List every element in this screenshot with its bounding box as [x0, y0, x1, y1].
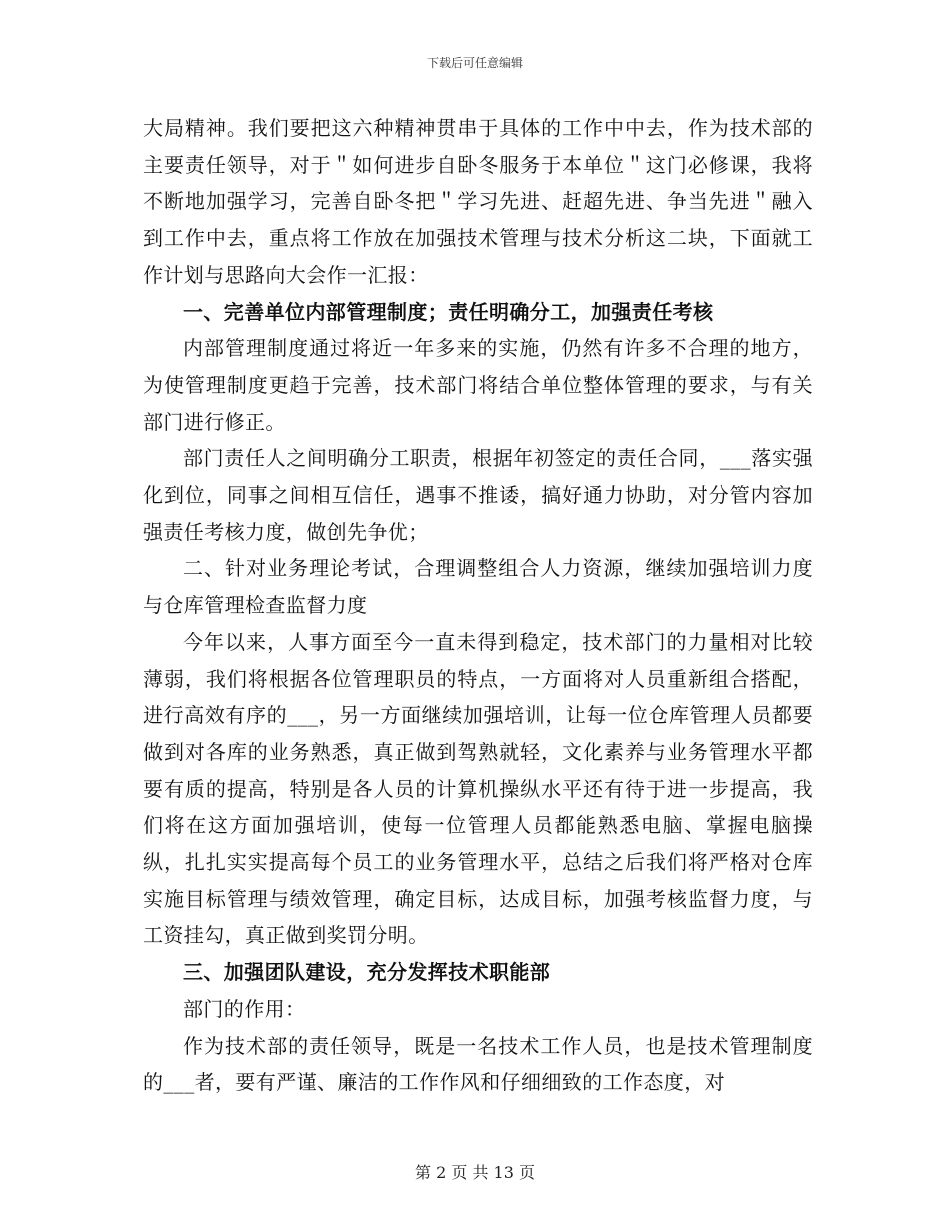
page-number: 第 2 页 共 13 页 [415, 1163, 535, 1182]
section-heading-2: 二、针对业务理论考试，合理调整组合人力资源，继续加强培训力度与仓库管理检查监督力度 [143, 556, 813, 618]
section-heading-3: 三、加强团队建设，充分发挥技术职能部 [183, 960, 551, 985]
document-body [143, 110, 813, 1101]
paragraph: 今年以来，人事方面至今一直未得到稳定，技术部门的力量相对比较薄弱，我们将根据各位管理职员的特点，一方面将对人员重新组合搭配，进行高效有序的___，另一方面继续加强培训，让每一位仓库管理人员都要做到对各库的业务熟悉，真正做到驾熟就轻，文化素养与业务管理水平都要有质的提高，特别是各人员的计算机操纵水平还有待于进一步提高，我们将在这方面加强培训，使每一位管理人员都能熟悉电脑、掌握电脑操纵，扎扎实实提高每个员工的业务管理水平，总结之后我们将严格对仓库实施目标管理与绩效管理，确定目标，达成目标，加强考核监督力度，与工资挂勾，真正做到奖罚分明。 [143, 629, 813, 948]
paragraph: 部门的作用： [183, 996, 306, 1021]
paragraph-continuation: 大局精神。我们要把这六种精神贯串于具体的工作中中去，作为技术部的主要责任领导，对于＂如何进步自卧冬服务于本单位＂这门必修课，我将不断地加强学习，完善自卧冬把＂学习先进、赶超先进、争当先进＂融入到工作中去，重点将工作放在加强技术管理与技术分析这二块，下面就工作计划与思路向大会作一汇报： [143, 116, 813, 287]
paragraph: 作为技术部的责任领导，既是一名技术工作人员，也是技术管理制度的___者，要有严谨、廉洁的工作作风和仔细细致的工作态度，对 [143, 1033, 813, 1095]
page-header: 下载后可任意编辑 [426, 56, 523, 70]
section-heading-1: 一、完善单位内部管理制度；责任明确分工，加强责任考核 [183, 299, 714, 324]
paragraph: 部门责任人之间明确分工职责，根据年初签定的责任合同，___落实强化到位，同事之间相互信任，遇事不推诿，搞好通力协助，对分管内容加强责任考核力度，做创先争优； [143, 446, 813, 544]
paragraph: 内部管理制度通过将近一年多来的实施，仍然有许多不合理的地方，为使管理制度更趋于完善，技术部门将结合单位整体管理的要求，与有关部门进行修正。 [143, 336, 813, 434]
